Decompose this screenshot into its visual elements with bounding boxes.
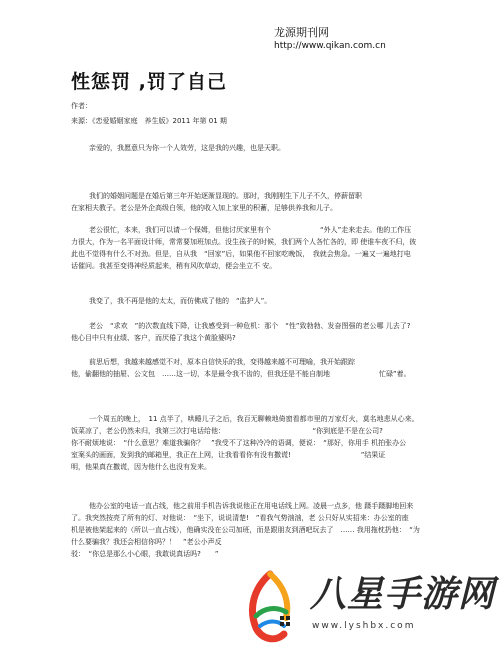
- watermark-brand: 八星手游网: [310, 574, 496, 615]
- paragraph: [71, 413, 431, 473]
- journal-header: [274, 26, 474, 52]
- paragraph-line: 什么要骗我？我还会相信你吗？！ ”老公小声反: [71, 538, 222, 546]
- paragraph-line: 老公 “求欢 ”的次数直线下降，让我感受到一种危机：那个 “性”致勃勃、发奋图强的老公哪 儿去了?: [89, 322, 411, 330]
- paragraph-line: 你不耐烦地说： “什么意思？难道我骗你？ ”我受不了这种冷冷的语调，便说： “那好，你用手 机拍张办公: [71, 439, 407, 447]
- watermark-logo-icon: [240, 568, 300, 644]
- journal-site-url: http://www.qikan.com.cn: [274, 41, 386, 51]
- watermark-url: www.lyshbx.com: [312, 621, 416, 631]
- watermark-grid-icon: [280, 616, 290, 626]
- paragraph: [71, 500, 431, 560]
- paragraph: [71, 356, 431, 380]
- paragraph: [71, 142, 431, 154]
- paragraph-line: 他心目中只有业绩、客户，而厌倦了我这个黄脸婆吗?: [71, 334, 236, 342]
- author-label: 作者：: [71, 102, 92, 110]
- site-watermark: [230, 568, 500, 648]
- paragraph-line: 了。我突然按亮了所有的灯、对他说： “坐下，说说清楚! ”看我气势汹汹，老 公只好从实招来：办公室的座: [71, 514, 409, 522]
- paragraph-line: 我们的婚姻问题是在婚后第三年开始逐渐显现的。那时，我刚刚生下儿子不久，停薪留职: [89, 192, 362, 200]
- paragraph-line: 驳： “你总是那么小心眼，我敢说真话吗? ”: [71, 550, 219, 558]
- paragraph-line: 此也不觉得有什么不对劲。但是，自从我 “回家”后，如果他不回家吃晚饭， 我就会焦急。一遍又一遍地打电: [71, 250, 411, 258]
- paragraph-line: 他，偷翻他的抽屉、公文包 ……这一切，本是最令我不齿的，但我还是不能自制地 忙碌”着。: [71, 370, 411, 378]
- paragraph: [71, 224, 431, 272]
- article-title: 性惩罚 ,罚了自己: [71, 71, 227, 93]
- source-line: 来源：《恋爱婚姻家庭 养生版》2011 年第 01 期: [71, 117, 227, 125]
- paragraph-line: 我变了，我不再是他的太太，而仿佛成了他的 “监护人”。: [89, 297, 272, 305]
- paragraph: [71, 320, 431, 344]
- paragraph-line: 话催问。我甚至变得神经质起来，稍有风吹草动，便会坐立不 安。: [71, 262, 277, 270]
- paragraph-line: 饭菜凉了，老公仍然未归，我第三次打电话给他： “你到底是不是在公司?: [71, 427, 383, 435]
- paragraph-line: 力很大，作为一名平面设计师，常常要加班加点。没生孩子的时候，我们两个人各忙各的，即 使谁车夜不归，彼: [71, 238, 417, 246]
- paragraph-line: 他办公室的电话一直占线，他之前用手机告诉我说他正在用电话线上网。凌晨一点多，他 蹑手蹑脚地回来: [89, 502, 414, 510]
- paragraph-line: 明，他果真在撒谎，因为他什么也没有发来。: [71, 463, 211, 471]
- paragraph-line: 在家相夫教子。老公是外企高级白领，他的收入加上家里的积蓄，足够供养我和儿子。: [71, 204, 337, 212]
- paragraph: [71, 295, 431, 307]
- paragraph: [71, 190, 431, 214]
- paragraph-line: 机是被他架起来的（所以一直占线），他确实没在公司加班，而是跟朋友到酒吧玩去了 …… 我用拖枕扔他： “为: [71, 526, 420, 534]
- paragraph-line: 室案头的画面，发到我的邮箱里，我正在上网，让我看看你有没有撒谎! ”结果证: [71, 451, 386, 459]
- paragraph-line: 一个周五的晚上， 11 点半了，哄睡儿子之后，我百无聊赖地倚窗看都市里的万家灯火，莫名地悲从心来。: [89, 415, 419, 423]
- journal-site-name: 龙源期刊网: [274, 26, 329, 39]
- paragraph-line: 老公很忙，本来，我们可以请一个保姆，但他讨厌家里有个 “外人”走来走去。他的工作压: [89, 226, 412, 234]
- paragraph-line: 前思后想，我越来越感觉不对，原本自信快乐的我，变得越来越不可理喻，我开始跟踪: [89, 358, 355, 366]
- paragraph-line: 亲爱的，我愿意只为你一个人效劳，这是我的兴趣，也是天职。: [89, 144, 285, 152]
